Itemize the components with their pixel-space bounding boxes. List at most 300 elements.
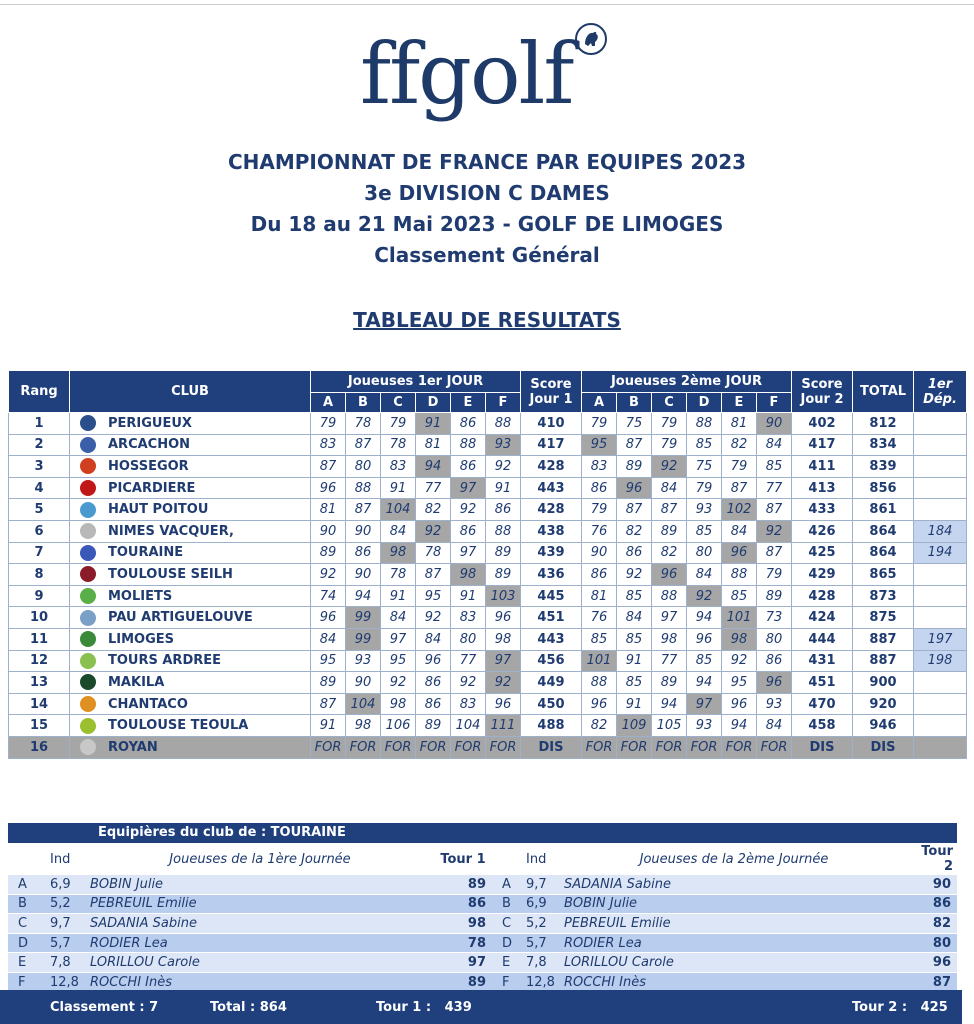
day1-score: 92 <box>451 499 486 521</box>
club-name: HAUT POITOU <box>108 502 209 518</box>
rank-cell: 4 <box>9 477 70 499</box>
player-index: 12,8 <box>522 972 560 992</box>
day2-score: 88 <box>582 672 617 694</box>
rank-cell: 11 <box>9 628 70 650</box>
score-day2: 411 <box>792 456 853 478</box>
day2-score: 87 <box>617 434 652 456</box>
day2-score: 85 <box>617 672 652 694</box>
player-name: LORILLOU Carole <box>86 953 430 973</box>
day2-score: 82 <box>722 434 757 456</box>
total-score: 900 <box>853 672 914 694</box>
club-logo-icon <box>80 437 96 453</box>
team-table <box>8 844 957 993</box>
header-letter-1-F: F <box>486 393 521 413</box>
player-index: 5,7 <box>522 933 560 953</box>
header-letter-1-C: C <box>381 393 416 413</box>
day1-score: 92 <box>381 672 416 694</box>
day1-score: 86 <box>416 672 451 694</box>
day2-score: 93 <box>687 715 722 737</box>
title-classement: Classement Général <box>374 243 600 267</box>
day1-score: 88 <box>486 520 521 542</box>
day2-score: 79 <box>652 413 687 435</box>
player-tour2: 90 <box>904 875 957 895</box>
table-row <box>9 564 967 586</box>
team-title: Equipières du club de : TOURAINE <box>98 825 346 840</box>
rank-cell: 2 <box>9 434 70 456</box>
tiebreak-cell <box>914 477 967 499</box>
table-row <box>9 607 967 629</box>
day1-score: 77 <box>451 650 486 672</box>
player-tour1: 98 <box>430 914 492 934</box>
player-index: 7,8 <box>46 953 86 973</box>
day2-score: 89 <box>652 520 687 542</box>
team-tour2-header: Tour 2 <box>904 844 957 875</box>
day1-score: 92 <box>451 672 486 694</box>
day2-score: 84 <box>617 607 652 629</box>
rank-cell: 10 <box>9 607 70 629</box>
club-name: PICARDIERE <box>108 480 196 496</box>
club-logo-icon <box>80 502 96 518</box>
day2-score: 85 <box>617 628 652 650</box>
table-row <box>9 434 967 456</box>
score-day2: 429 <box>792 564 853 586</box>
club-name: CHANTACO <box>108 696 188 712</box>
tiebreak-cell <box>914 413 967 435</box>
day2-score: 82 <box>652 542 687 564</box>
header-dep: 1er Dép. <box>914 371 967 413</box>
tiebreak-cell <box>914 607 967 629</box>
day1-score: 96 <box>486 607 521 629</box>
team-day2-header: Joueuses de la 2ème Journée <box>560 844 904 875</box>
day2-score: 79 <box>652 434 687 456</box>
day1-score: 88 <box>346 477 381 499</box>
team-row <box>8 875 957 895</box>
table-row <box>9 736 967 758</box>
day1-score: 89 <box>311 672 346 694</box>
day1-score: 87 <box>311 693 346 715</box>
day1-score: 80 <box>451 628 486 650</box>
day2-score: 85 <box>687 650 722 672</box>
club-logo-icon <box>80 545 96 561</box>
player-index: 9,7 <box>522 875 560 895</box>
day2-score: 79 <box>687 477 722 499</box>
day1-score: 78 <box>381 434 416 456</box>
day2-score: 79 <box>582 413 617 435</box>
day2-score: 94 <box>652 693 687 715</box>
day1-score: 82 <box>416 499 451 521</box>
total-score: 864 <box>853 542 914 564</box>
day1-score: 94 <box>346 585 381 607</box>
day1-score: 88 <box>486 413 521 435</box>
day1-score: 89 <box>416 715 451 737</box>
score-day1: 438 <box>521 520 582 542</box>
day2-score: 92 <box>652 456 687 478</box>
total-score: 875 <box>853 607 914 629</box>
day2-score: 86 <box>582 564 617 586</box>
day2-score: 94 <box>687 607 722 629</box>
rank-cell: 13 <box>9 672 70 694</box>
club-logo-icon <box>80 480 96 496</box>
day2-score: 96 <box>582 693 617 715</box>
day2-score: 92 <box>757 520 792 542</box>
day2-score: 76 <box>582 520 617 542</box>
day1-score: 104 <box>346 693 381 715</box>
team-row <box>8 894 957 914</box>
day1-score: 86 <box>346 542 381 564</box>
player-name: BOBIN Julie <box>86 875 430 895</box>
day1-score: 83 <box>451 607 486 629</box>
day2-score: 87 <box>757 499 792 521</box>
day1-score: 92 <box>486 672 521 694</box>
score-day1: 445 <box>521 585 582 607</box>
club-cell <box>70 672 311 694</box>
day2-score: 90 <box>757 413 792 435</box>
player-tour2: 96 <box>904 953 957 973</box>
player-letter: B <box>492 894 522 914</box>
rank-cell: 3 <box>9 456 70 478</box>
player-name: PEBREUIL Emilie <box>560 914 904 934</box>
tiebreak-cell: 194 <box>914 542 967 564</box>
score-day1: 449 <box>521 672 582 694</box>
tiebreak-cell: 184 <box>914 520 967 542</box>
tiebreak-cell <box>914 715 967 737</box>
day1-score: 103 <box>486 585 521 607</box>
player-tour2: 80 <box>904 933 957 953</box>
player-letter: D <box>492 933 522 953</box>
day1-score: 96 <box>311 607 346 629</box>
day2-score: 79 <box>757 564 792 586</box>
total-score: 861 <box>853 499 914 521</box>
day1-score: 86 <box>416 693 451 715</box>
day1-score: 78 <box>381 564 416 586</box>
club-cell <box>70 434 311 456</box>
day2-score: FOR <box>652 736 687 758</box>
club-cell <box>70 564 311 586</box>
day2-score: 85 <box>687 520 722 542</box>
day1-score: 97 <box>451 542 486 564</box>
results-table <box>8 370 967 759</box>
score-day1: 439 <box>521 542 582 564</box>
day2-score: FOR <box>722 736 757 758</box>
team-title-bar <box>8 823 957 843</box>
day1-score: 91 <box>416 413 451 435</box>
club-cell <box>70 715 311 737</box>
score-day1: DIS <box>521 736 582 758</box>
player-letter: C <box>492 914 522 934</box>
player-index: 6,9 <box>46 875 86 895</box>
player-letter: B <box>8 894 46 914</box>
rank-cell: 15 <box>9 715 70 737</box>
day2-score: 105 <box>652 715 687 737</box>
club-name: MOLIETS <box>108 588 173 604</box>
day2-score: 109 <box>617 715 652 737</box>
day1-score: 96 <box>416 650 451 672</box>
day1-score: 90 <box>346 520 381 542</box>
day1-score: 98 <box>381 542 416 564</box>
rank-cell: 12 <box>9 650 70 672</box>
day2-score: FOR <box>617 736 652 758</box>
player-tour2: 82 <box>904 914 957 934</box>
score-day2: 431 <box>792 650 853 672</box>
tiebreak-cell: 197 <box>914 628 967 650</box>
club-logo-icon <box>80 696 96 712</box>
rooster-icon <box>574 22 608 56</box>
day1-score: 92 <box>416 520 451 542</box>
club-cell <box>70 628 311 650</box>
header-letter-2-B: B <box>617 393 652 413</box>
rank-cell: 16 <box>9 736 70 758</box>
team-ind-header: Ind <box>46 844 86 875</box>
day1-score: 87 <box>416 564 451 586</box>
table-row <box>9 520 967 542</box>
club-logo-icon <box>80 610 96 626</box>
tiebreak-cell <box>914 693 967 715</box>
day1-score: 104 <box>381 499 416 521</box>
club-logo-icon <box>80 523 96 539</box>
total-score: 812 <box>853 413 914 435</box>
club-cell <box>70 736 311 758</box>
total-score: 864 <box>853 520 914 542</box>
day2-score: 79 <box>582 499 617 521</box>
day1-score: 83 <box>311 434 346 456</box>
table-row <box>9 715 967 737</box>
day1-score: FOR <box>346 736 381 758</box>
day2-score: 81 <box>582 585 617 607</box>
day2-score: 84 <box>722 520 757 542</box>
day2-score: 87 <box>722 477 757 499</box>
club-logo-icon <box>80 674 96 690</box>
club-logo-icon <box>80 631 96 647</box>
day1-score: 91 <box>451 585 486 607</box>
player-name: LORILLOU Carole <box>560 953 904 973</box>
team-day1-header: Joueuses de la 1ère Journée <box>86 844 430 875</box>
day2-score: 80 <box>757 628 792 650</box>
day1-score: 90 <box>346 564 381 586</box>
club-name: MAKILA <box>108 674 165 690</box>
score-day2: 413 <box>792 477 853 499</box>
day2-score: 96 <box>757 672 792 694</box>
rank-cell: 7 <box>9 542 70 564</box>
day1-score: 89 <box>486 542 521 564</box>
table-row <box>9 650 967 672</box>
score-day2: 424 <box>792 607 853 629</box>
player-letter: A <box>8 875 46 895</box>
table-row <box>9 499 967 521</box>
day2-score: 77 <box>652 650 687 672</box>
day1-score: FOR <box>311 736 346 758</box>
day1-score: 91 <box>311 715 346 737</box>
day1-score: 74 <box>311 585 346 607</box>
day2-score: 101 <box>582 650 617 672</box>
player-letter: F <box>492 972 522 992</box>
day2-score: 102 <box>722 499 757 521</box>
day2-score: 101 <box>722 607 757 629</box>
day1-score: 78 <box>346 413 381 435</box>
player-letter: F <box>8 972 46 992</box>
day1-score: 98 <box>486 628 521 650</box>
results-table-title: TABLEAU DE RESULTATS <box>353 308 621 332</box>
day1-score: 98 <box>381 693 416 715</box>
day1-score: 97 <box>381 628 416 650</box>
score-day1: 456 <box>521 650 582 672</box>
day1-score: 93 <box>346 650 381 672</box>
day2-score: 88 <box>652 585 687 607</box>
player-name: ROCCHI Inès <box>86 972 430 992</box>
day1-score: 83 <box>451 693 486 715</box>
day2-score: 84 <box>687 564 722 586</box>
day2-score: 96 <box>617 477 652 499</box>
day2-score: 82 <box>582 715 617 737</box>
club-cell <box>70 413 311 435</box>
day2-score: 81 <box>722 413 757 435</box>
player-tour1: 97 <box>430 953 492 973</box>
day2-score: 85 <box>722 585 757 607</box>
club-name: TOURAINE <box>108 545 184 561</box>
score-day2: 458 <box>792 715 853 737</box>
table-row <box>9 672 967 694</box>
day1-score: 78 <box>416 542 451 564</box>
header-letter-1-E: E <box>451 393 486 413</box>
day2-score: 94 <box>687 672 722 694</box>
tiebreak-cell: 198 <box>914 650 967 672</box>
header-letter-2-D: D <box>687 393 722 413</box>
day2-score: 87 <box>617 499 652 521</box>
score-day2: 433 <box>792 499 853 521</box>
player-index: 9,7 <box>46 914 86 934</box>
rank-cell: 6 <box>9 520 70 542</box>
header-letter-2-C: C <box>652 393 687 413</box>
player-letter: E <box>492 953 522 973</box>
tiebreak-cell <box>914 499 967 521</box>
club-cell <box>70 542 311 564</box>
day2-score: 85 <box>687 434 722 456</box>
tiebreak-cell <box>914 564 967 586</box>
score-day2: 402 <box>792 413 853 435</box>
score-day1: 443 <box>521 628 582 650</box>
score-day2: DIS <box>792 736 853 758</box>
club-cell <box>70 520 311 542</box>
day1-score: 77 <box>416 477 451 499</box>
day1-score: 86 <box>486 499 521 521</box>
day2-score: 79 <box>722 456 757 478</box>
ffgolf-logo <box>360 24 620 134</box>
total-score: DIS <box>853 736 914 758</box>
header-letter-2-E: E <box>722 393 757 413</box>
player-name: SADANIA Sabine <box>560 875 904 895</box>
title-championship: CHAMPIONNAT DE FRANCE PAR EQUIPES 2023 <box>227 150 747 174</box>
team-row <box>8 933 957 953</box>
day1-score: 111 <box>486 715 521 737</box>
header-score1: Score Jour 1 <box>521 371 582 413</box>
day2-score: 76 <box>582 607 617 629</box>
day1-score: 87 <box>311 456 346 478</box>
summary-tour2: Tour 2 : 425 <box>852 1000 948 1015</box>
day2-score: FOR <box>687 736 722 758</box>
day1-score: 96 <box>311 477 346 499</box>
club-name: PAU ARTIGUELOUVE <box>108 610 253 626</box>
table-row <box>9 456 967 478</box>
day1-score: 86 <box>451 456 486 478</box>
club-cell <box>70 607 311 629</box>
day2-score: 75 <box>617 413 652 435</box>
club-logo-icon <box>80 566 96 582</box>
day2-score: 96 <box>652 564 687 586</box>
day2-score: 77 <box>757 477 792 499</box>
club-name: HOSSEGOR <box>108 458 189 474</box>
score-day1: 410 <box>521 413 582 435</box>
score-day1: 451 <box>521 607 582 629</box>
player-index: 7,8 <box>522 953 560 973</box>
club-name: LIMOGES <box>108 631 175 647</box>
day1-score: 90 <box>311 520 346 542</box>
day2-score: 88 <box>687 413 722 435</box>
day1-score: 84 <box>381 607 416 629</box>
player-letter: C <box>8 914 46 934</box>
player-index: 5,2 <box>522 914 560 934</box>
day1-score: 99 <box>346 607 381 629</box>
header-day2: Joueuses 2ème JOUR <box>582 371 792 393</box>
club-cell <box>70 585 311 607</box>
day1-score: 106 <box>381 715 416 737</box>
day2-score: 96 <box>722 542 757 564</box>
score-day2: 425 <box>792 542 853 564</box>
table-row <box>9 413 967 435</box>
top-border <box>0 0 974 5</box>
day1-score: 86 <box>451 520 486 542</box>
day1-score: FOR <box>486 736 521 758</box>
club-logo-icon <box>80 718 96 734</box>
day1-score: 89 <box>311 542 346 564</box>
score-day1: 436 <box>521 564 582 586</box>
header-rang: Rang <box>9 371 70 413</box>
day2-score: 97 <box>652 607 687 629</box>
score-day2: 426 <box>792 520 853 542</box>
table-row <box>9 693 967 715</box>
summary-total: Total : 864 <box>210 1000 287 1015</box>
day1-score: 90 <box>346 672 381 694</box>
score-day1: 488 <box>521 715 582 737</box>
day1-score: 87 <box>346 434 381 456</box>
player-name: SADANIA Sabine <box>86 914 430 934</box>
day2-score: 93 <box>757 693 792 715</box>
club-name: NIMES VACQUER, <box>108 523 234 539</box>
day2-score: 89 <box>652 672 687 694</box>
score-day1: 428 <box>521 456 582 478</box>
day2-score: 95 <box>722 672 757 694</box>
day1-score: 83 <box>381 456 416 478</box>
club-logo-icon <box>80 588 96 604</box>
total-score: 887 <box>853 628 914 650</box>
header-day1: Joueuses 1er JOUR <box>311 371 521 393</box>
club-cell <box>70 499 311 521</box>
day1-score: 84 <box>416 628 451 650</box>
player-name: RODIER Lea <box>86 933 430 953</box>
header-letter-2-A: A <box>582 393 617 413</box>
day2-score: 82 <box>617 520 652 542</box>
day1-score: FOR <box>451 736 486 758</box>
summary-tour1: Tour 1 : 439 <box>376 1000 472 1015</box>
day2-score: 96 <box>722 693 757 715</box>
day1-score: 88 <box>451 434 486 456</box>
day2-score: 98 <box>722 628 757 650</box>
header-score2: Score Jour 2 <box>792 371 853 413</box>
day2-score: 96 <box>687 628 722 650</box>
rank-cell: 14 <box>9 693 70 715</box>
day2-score: 94 <box>722 715 757 737</box>
day2-score: 95 <box>582 434 617 456</box>
day1-score: 91 <box>381 477 416 499</box>
club-logo-icon <box>80 415 96 431</box>
